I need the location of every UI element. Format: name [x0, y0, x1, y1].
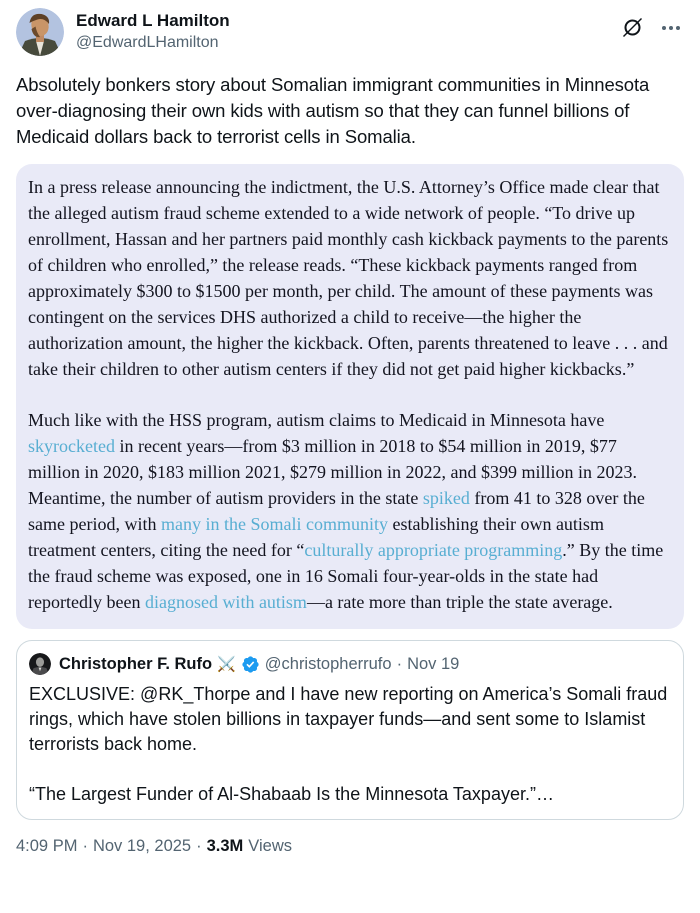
tweet-header	[16, 8, 684, 56]
header-actions	[621, 8, 684, 39]
article-link-somali-community: many in the Somali community	[160, 514, 388, 534]
timestamp-time: 4:09 PM	[16, 837, 78, 855]
grok-button[interactable]	[621, 16, 644, 39]
author-avatar-image	[16, 8, 64, 56]
quoted-tweet-body	[29, 682, 671, 807]
more-ellipsis-icon	[662, 26, 680, 30]
article-text-segment: establishing their own autism treatment centers, citing the need for “	[28, 514, 604, 560]
quoted-tweet-paragraph-2: “The Largest Funder of Al-Shabaab Is the Minnesota Taxpayer.”…	[29, 784, 554, 804]
author-name[interactable]: Edward L Hamilton	[76, 11, 230, 30]
footer-separator: ·	[196, 837, 202, 855]
article-link-diagnosed-autism: diagnosed with autism	[144, 592, 307, 612]
article-text-segment: in recent years—from $3 million in 2018 to $54 million in 2019, $77 million in 2020, $183 million 2021, $279 million in 2022, and $399 million in 2023. Meantime, the number of autism providers in the state	[28, 436, 638, 508]
article-paragraph-2	[28, 407, 672, 615]
article-link-skyrocketed: skyrocketed	[28, 436, 115, 456]
article-text-segment: .” By the time the fraud scheme was exposed, one in 16 Somali four-year-olds in the state had reportedly been	[28, 540, 664, 612]
article-link-spiked: spiked	[422, 488, 470, 508]
article-paragraph-1: In a press release announcing the indictment, the U.S. Attorney’s Office made clear that the alleged autism fraud scheme extended to a wide network of people. “To drive up enrollment, Hassan and her partners paid monthly cash kickback payments to the parents of children who enrolled,” the release reads. “These kickback payments ranged from approximately $300 to $1500 per month, per child. The amount of these payments was contingent on the services DHS authorized a child to receive—the higher the authorization amount, the higher the kickback. Often, parents threatened to leave . . . and take their children to other autism centers if they did not get paid higher kickbacks.”	[28, 177, 669, 379]
quoted-tweet-header	[29, 653, 671, 675]
quoted-tweet-card[interactable]	[16, 640, 684, 820]
quoted-tweet-date: Nov 19	[407, 654, 460, 673]
quoted-tweet-paragraph-1: EXCLUSIVE: @RK_Thorpe and I have new reporting on America’s Somali fraud rings, which have stolen billions in taxpayer funds—and sent some to Islamist terrorists back home.	[29, 684, 668, 754]
article-screenshot-image[interactable]	[16, 164, 684, 629]
timestamp-date: Nov 19, 2025	[92, 837, 192, 855]
quoted-author-handle: @christopherrufo	[264, 654, 392, 673]
footer-separator: ·	[82, 837, 88, 855]
article-text-segment: Much like with the HSS program, autism claims to Medicaid in Minnesota have	[28, 410, 605, 430]
more-button[interactable]	[662, 26, 680, 30]
article-text-segment: from 41 to 328 over the same period, with	[28, 488, 645, 534]
verified-badge-icon	[241, 655, 260, 674]
author-handle[interactable]: @EdwardLHamilton	[76, 34, 219, 51]
tweet-footer	[16, 837, 684, 856]
views-label: Views	[248, 837, 293, 855]
article-link-culturally-appropriate: culturally appropriate programming	[304, 540, 563, 560]
quoted-author-name: Christopher F. Rufo	[59, 654, 213, 673]
author-block	[76, 8, 230, 56]
grok-slashed-circle-icon	[621, 16, 644, 39]
crossed-swords-emoji: ⚔️	[217, 655, 236, 673]
quoted-author-avatar-image	[29, 653, 51, 675]
author-avatar[interactable]	[16, 8, 64, 56]
article-text-segment: —a rate more than triple the state average.	[306, 592, 613, 612]
quoted-author-avatar	[29, 653, 51, 675]
quote-header-separator: ·	[396, 654, 403, 673]
views-count: 3.3M	[206, 837, 244, 855]
tweet-text: Absolutely bonkers story about Somalian immigrant communities in Minnesota over-diagnosing their own kids with autism so that they can funnel billions of Medicaid dollars back to terrorist cells in Somalia.	[16, 74, 650, 147]
